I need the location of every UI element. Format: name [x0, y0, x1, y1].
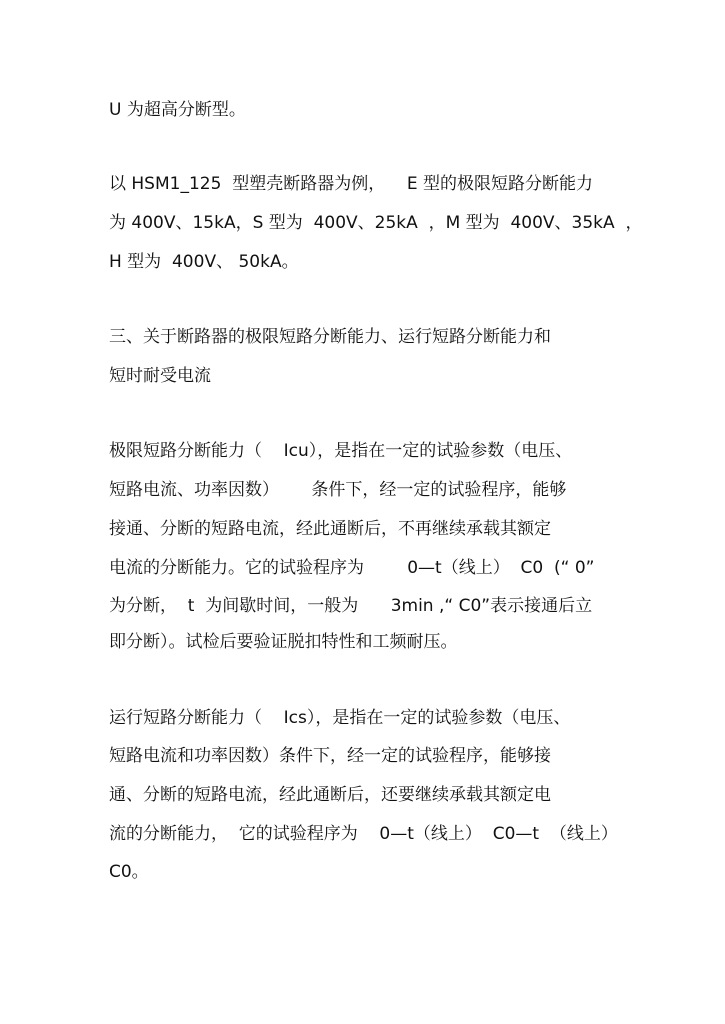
text-line-14: 短路电流和功率因数）条件下，经一定的试验程序，能够接	[109, 746, 551, 766]
text-line-13: 运行短路分断能力（ Ics），是指在一定的试验参数（电压、	[109, 708, 571, 728]
text-line-3: 为 400V、15kA，S 型为 400V、25kA ，M 型为 400V、35kA ，	[109, 213, 643, 233]
section-heading-line-2: 短时耐受电流	[109, 366, 211, 386]
text-line-15: 通、分断的短路电流，经此通断后，还要继续承载其额定电	[109, 785, 551, 805]
text-line-2: 以 HSM1_125 型塑壳断路器为例， E 型的极限短路分断能力	[109, 174, 593, 194]
section-heading-line-1: 三、关于断路器的极限短路分断能力、运行短路分断能力和	[109, 327, 551, 347]
text-line-17: C0。	[109, 862, 149, 882]
text-line-1: U 为超高分断型。	[109, 100, 246, 120]
text-line-4: H 型为 400V、 50kA。	[109, 252, 299, 272]
text-line-16: 流的分断能力， 它的试验程序为 0—t（线上） C0—t （线上）	[109, 824, 618, 844]
text-line-11: 为分断， t 为间歇时间，一般为 3min ,“ C0”表示接通后立	[109, 596, 593, 616]
text-line-8: 短路电流、功率因数） 条件下，经一定的试验程序，能够	[109, 480, 567, 500]
text-line-10: 电流的分断能力。它的试验程序为 0—t（线上） C0 (“ 0”	[109, 558, 595, 578]
text-line-9: 接通、分断的短路电流，经此通断后，不再继续承载其额定	[109, 519, 551, 539]
text-line-7: 极限短路分断能力（ Icu），是指在一定的试验参数（电压、	[109, 441, 573, 461]
text-line-12: 即分断）。试检后要验证脱扣特性和工频耐压。	[109, 632, 458, 652]
